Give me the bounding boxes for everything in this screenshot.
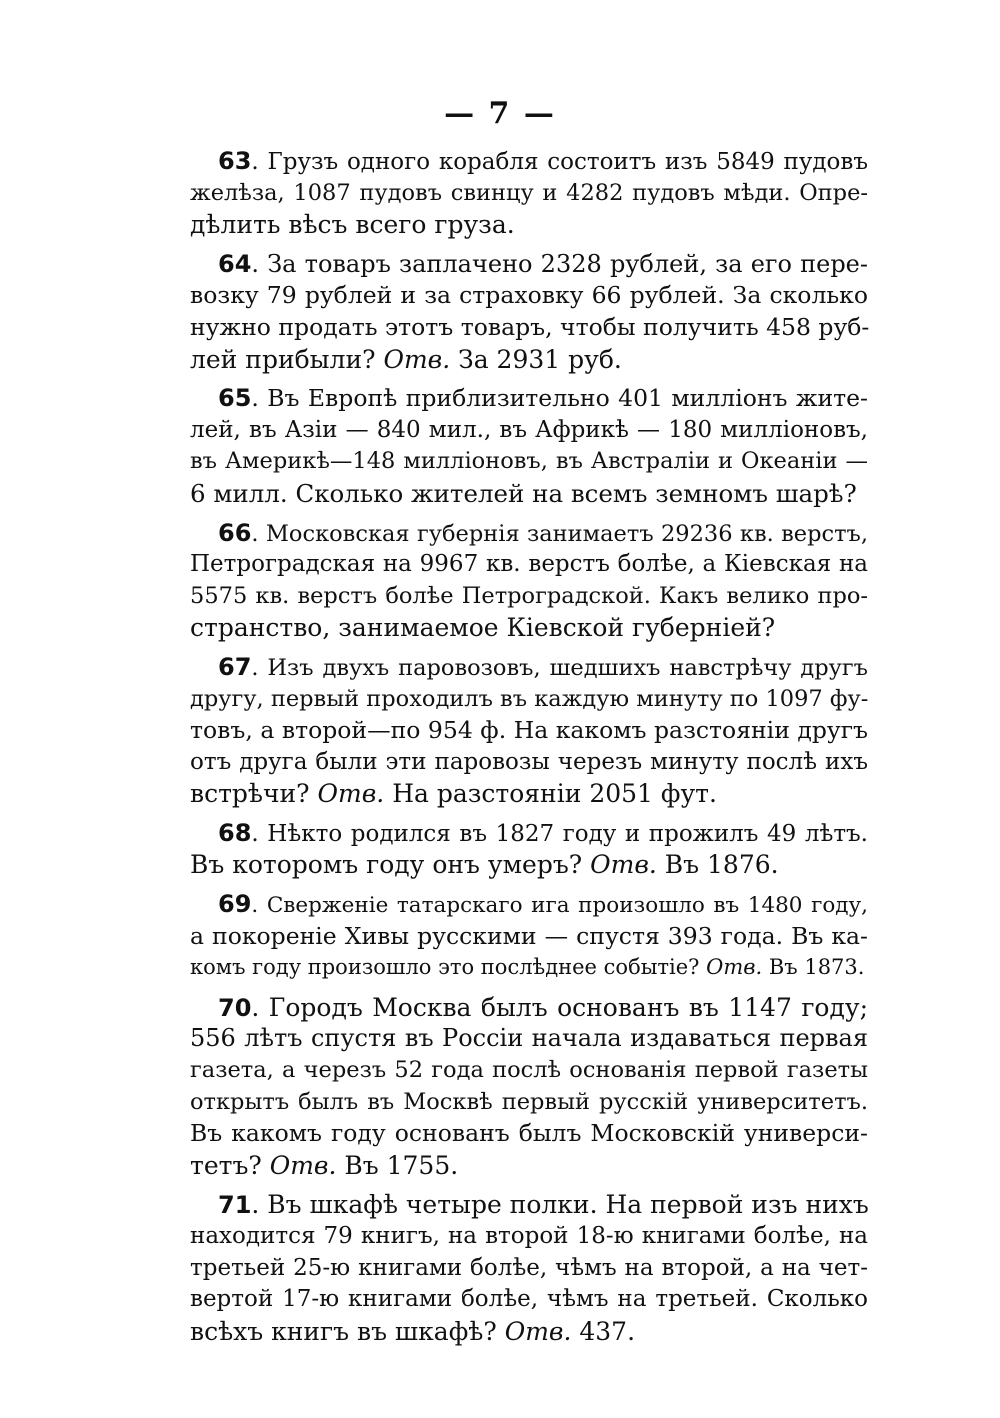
problem-line [190, 921, 868, 953]
problem-64 [190, 249, 868, 375]
problem-line [190, 684, 868, 716]
answer-label: Отв. [269, 1150, 337, 1180]
line-text: лей, въ Азіи — 840 мил., въ Африкѣ — 180 милліоновъ, [190, 416, 868, 443]
problem-line [190, 952, 868, 984]
problem-line [190, 612, 868, 644]
line-text: отъ друга были эти паровозы черезъ минуту послѣ ихъ [190, 748, 868, 775]
problem-line [190, 1221, 868, 1253]
problem-number: 68 [218, 818, 252, 847]
problem-65 [190, 383, 868, 509]
line-text: дѣлить вѣсъ всего груза. [190, 210, 515, 240]
answer-text: 437. [579, 1316, 636, 1346]
problem-line [190, 715, 868, 747]
page-number: — 7 — [444, 96, 556, 131]
line-text: а покореніе Хивы русскими — спустя 393 года. Въ ка- [190, 921, 868, 950]
problem-line [190, 209, 868, 241]
problem-line [190, 146, 868, 178]
line-text: . Сверженіе татарскаго ига произошло въ 1480 году, [251, 893, 868, 919]
answer-label: Отв. [383, 344, 451, 374]
problem-line [190, 992, 868, 1024]
line-text: лей прибыли? [190, 344, 376, 374]
line-text: возку 79 рублей и за страховку 66 рублей. За сколько [190, 281, 868, 310]
line-text: газета, а черезъ 52 года послѣ основанія первой газеты [190, 1057, 868, 1084]
line-text: третьей 25-ю книгами болѣе, чѣмъ на второй, а на чет- [190, 1254, 868, 1281]
answer-text: Въ 1755. [344, 1150, 459, 1180]
answer-label: Отв. [590, 850, 657, 880]
problem-68 [190, 818, 868, 881]
problem-line [190, 1284, 868, 1316]
line-text: Въ которомъ году онъ умеръ? [190, 850, 583, 880]
answer-label: Отв. [504, 1316, 572, 1346]
problem-66 [190, 518, 868, 644]
problem-line [190, 383, 868, 415]
line-text: . За товаръ заплачено 2328 рублей, за его пере- [251, 249, 868, 278]
problem-number: 65 [218, 384, 252, 413]
problem-line [190, 889, 868, 921]
problem-line [190, 1087, 868, 1119]
problem-list [190, 146, 868, 1355]
line-text: . Изъ двухъ паровозовъ, шедшихъ навстрѣчу другъ [251, 654, 868, 681]
line-text: странство, занимаемое Кіевской губерніей? [190, 613, 776, 643]
problem-line [190, 747, 868, 779]
problem-number: 64 [218, 249, 252, 278]
problem-number: 69 [218, 890, 252, 919]
problem-line [190, 1150, 868, 1182]
answer-text: Въ 1873. [768, 955, 865, 980]
line-text: другу, первый проходилъ въ каждую минуту по 1097 фу- [190, 685, 869, 712]
answer-label: Отв. [317, 779, 385, 809]
problem-number: 70 [218, 993, 252, 1022]
problem-line [190, 344, 868, 376]
problem-line [190, 818, 868, 850]
answer-text: На разстояніи 2051 фут. [392, 779, 717, 809]
problem-line [190, 312, 868, 344]
line-text: желѣза, 1087 пудовъ свинцу и 4282 пудовъ мѣди. Опре- [190, 179, 868, 206]
line-text: . Грузъ одного корабля состоитъ изъ 5849 пудовъ [251, 149, 868, 175]
problem-line [190, 778, 868, 810]
line-text: Въ какомъ году основанъ былъ Московскій универси- [190, 1119, 868, 1148]
line-text: открытъ былъ въ Москвѣ первый русскій университетъ. [190, 1088, 868, 1115]
line-text: товъ, а второй—по 954 ф. На какомъ разстояніи другъ [190, 716, 868, 745]
line-text: всѣхъ книгъ въ шкафѣ? [190, 1316, 497, 1346]
problem-line [190, 652, 868, 684]
line-text: Петроградская на 9967 кв. верстъ болѣе, а Кіевская на [190, 551, 868, 578]
line-text: . Въ Европѣ приблизительно 401 милліонъ жите- [251, 384, 868, 413]
line-text: . Въ шкафѣ четыре полки. На первой изъ нихъ [251, 1190, 869, 1220]
line-text: вертой 17-ю книгами болѣе, чѣмъ на третьей. Сколько [190, 1286, 868, 1313]
problem-line [190, 1118, 868, 1150]
problem-line [190, 549, 868, 581]
problem-line [190, 1055, 868, 1087]
problem-71 [190, 1189, 868, 1347]
problem-67 [190, 652, 868, 810]
problem-line [190, 178, 868, 210]
line-text: тетъ? [190, 1150, 262, 1180]
line-text: 556 лѣтъ спустя въ Россіи начала издаваться первая [190, 1024, 868, 1053]
problem-line [190, 280, 868, 312]
line-text: находится 79 книгъ, на второй 18-ю книгами болѣе, на [190, 1223, 868, 1249]
problem-line [190, 1316, 868, 1348]
line-text: . Нѣкто родился въ 1827 году и прожилъ 49 лѣтъ. [251, 820, 868, 847]
problem-70 [190, 992, 868, 1182]
problem-63 [190, 146, 868, 241]
answer-text: Въ 1876. [664, 850, 779, 880]
problem-number: 63 [218, 147, 252, 175]
problem-line [190, 1189, 868, 1221]
line-text: . Городъ Москва былъ основанъ въ 1147 году; [251, 992, 868, 1022]
line-text: 6 милл. Сколько жителей на всемъ земномъ шарѣ? [190, 478, 857, 508]
answer-text: За 2931 руб. [458, 344, 622, 374]
line-text: . Московская губернія занимаетъ 29236 кв. верстъ, [251, 520, 868, 547]
problem-line [190, 478, 868, 510]
problem-number: 66 [218, 518, 252, 547]
problem-line [190, 581, 868, 613]
problem-line [190, 1023, 868, 1055]
answer-label: Отв. [706, 955, 763, 980]
problem-line [190, 849, 868, 881]
line-text: встрѣчи? [190, 779, 310, 809]
problem-number: 71 [218, 1191, 252, 1220]
line-text: 5575 кв. верстъ болѣе Петроградской. Какъ велико про- [190, 582, 868, 609]
line-text: въ Америкѣ—148 милліоновъ, въ Австраліи и Океаніи — [190, 448, 868, 475]
line-text: комъ году произошло это послѣднее событіе? [190, 955, 700, 980]
problem-line [190, 415, 868, 447]
problem-line [190, 249, 868, 281]
line-text: нужно продать этотъ товаръ, чтобы получить 458 руб- [190, 312, 870, 341]
problem-69 [190, 889, 868, 984]
problem-number: 67 [218, 652, 252, 681]
problem-line [190, 1253, 868, 1285]
problem-line [190, 446, 868, 478]
problem-line [190, 518, 868, 550]
